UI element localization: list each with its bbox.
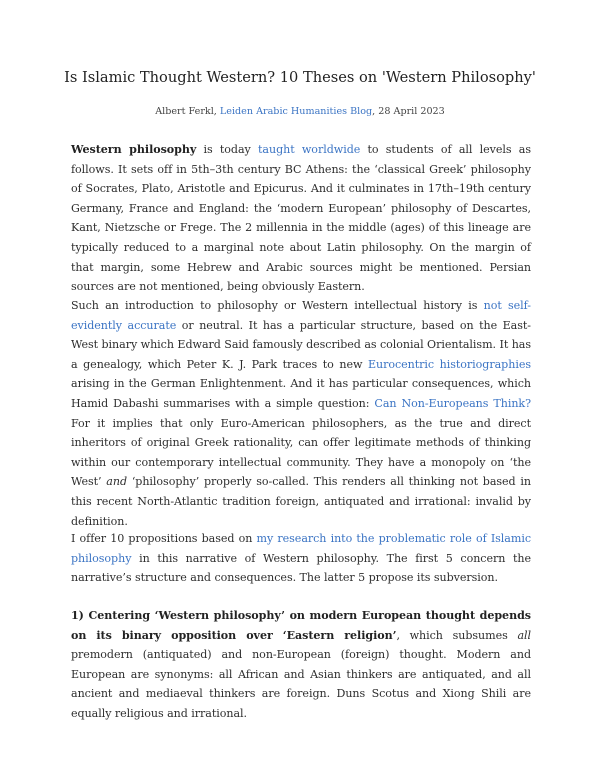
emphasis: all [517,628,532,642]
emphasis: and [106,475,128,489]
text-run: premodern (antiquated) and non-European (foreign) thought. Modern and European are synonyms: all African and Asian thinkers are antiquated, and all ancient and mediaeval thinkers are foreign. Duns Scotus and Xiong Shili are equally religious and irrational. [71,648,531,720]
link-my-research[interactable]: my research into the problematic role of Islamic philosophy [71,532,531,565]
text-run: Such an introduction to philosophy or Western intellectual history is [71,299,484,312]
bold-lead: Western philosophy [71,143,197,156]
byline [0,106,600,118]
link-not-self-evidently-accurate[interactable]: not self-evidently accurate [71,299,531,332]
text-run: in this narrative of Western philosophy. The first 5 concern the narrative’s structure and consequences. The latter 5 propose its subversion. [71,551,531,585]
blog-source-link[interactable]: Leiden Arabic Humanities Blog [219,106,373,117]
text-run: to students of all levels as follows. It sets off in 5th–3th century BC Athens: the ‘classical Greek’ philosophy of Socrates, Plato, Aristotle and Epicurus. And it culminates in 17th–19th century Germany, France and England: the ‘modern European’ philosophy of Descartes, Kant, Nietzsche or Frege. The 2 millennia in the middle (ages) of this lineage are typically reduced to a marginal note about Latin philosophy. On the margin of that margin, some Hebrew and Arabic sources might be mentioned. Persian sources are not mentioned, being obviously Eastern. [71,143,531,294]
text-run: I offer 10 propositions based on [71,532,257,545]
text-run: ‘philosophy’ properly so-called. This renders all thinking not based in this recent North-Atlantic tradition foreign, antiquated and irrational: invalid by definition. [71,475,532,528]
text-run: or neutral. It has a particular structure, based on the East-West binary which Edward Said famously described as colonial Orientalism. It has a genealogy, which Peter K. J. Park traces to new [71,318,532,371]
link-eurocentric-historiographies[interactable]: Eurocentric historiographies [367,357,531,371]
paragraph-4 [71,606,531,724]
publish-date: , 28 April 2023 [372,106,445,117]
text-run: arising in the German Enlightenment. And it has particular consequences, which Hamid Dabashi summarises with a simple question: [71,377,531,410]
paragraph-3 [71,529,531,588]
paragraph-1 [71,140,531,297]
text-run: For it implies that only Euro-American philosophers, as the true and direct inheritors of original Greek rationality, can offer legitimate methods of thinking within our contemporary intellectual community. They have a monopoly on ‘the West’ [71,416,531,489]
text-run: is today [196,143,258,156]
author-name: Albert Ferkl, [155,106,220,117]
link-taught-worldwide[interactable]: taught worldwide [258,143,361,156]
link-can-non-europeans-think[interactable]: Can Non-Europeans Think? [374,396,531,410]
thesis-1-heading: 1) Centering ‘Western philosophy’ on modern European thought depends on its binary opposition over ‘Eastern religion’ [71,609,531,642]
paragraph-2 [71,296,531,531]
text-run: , which subsumes [396,628,518,642]
article-title: Is Islamic Thought Western? 10 Theses on 'Western Philosophy' [64,69,536,86]
